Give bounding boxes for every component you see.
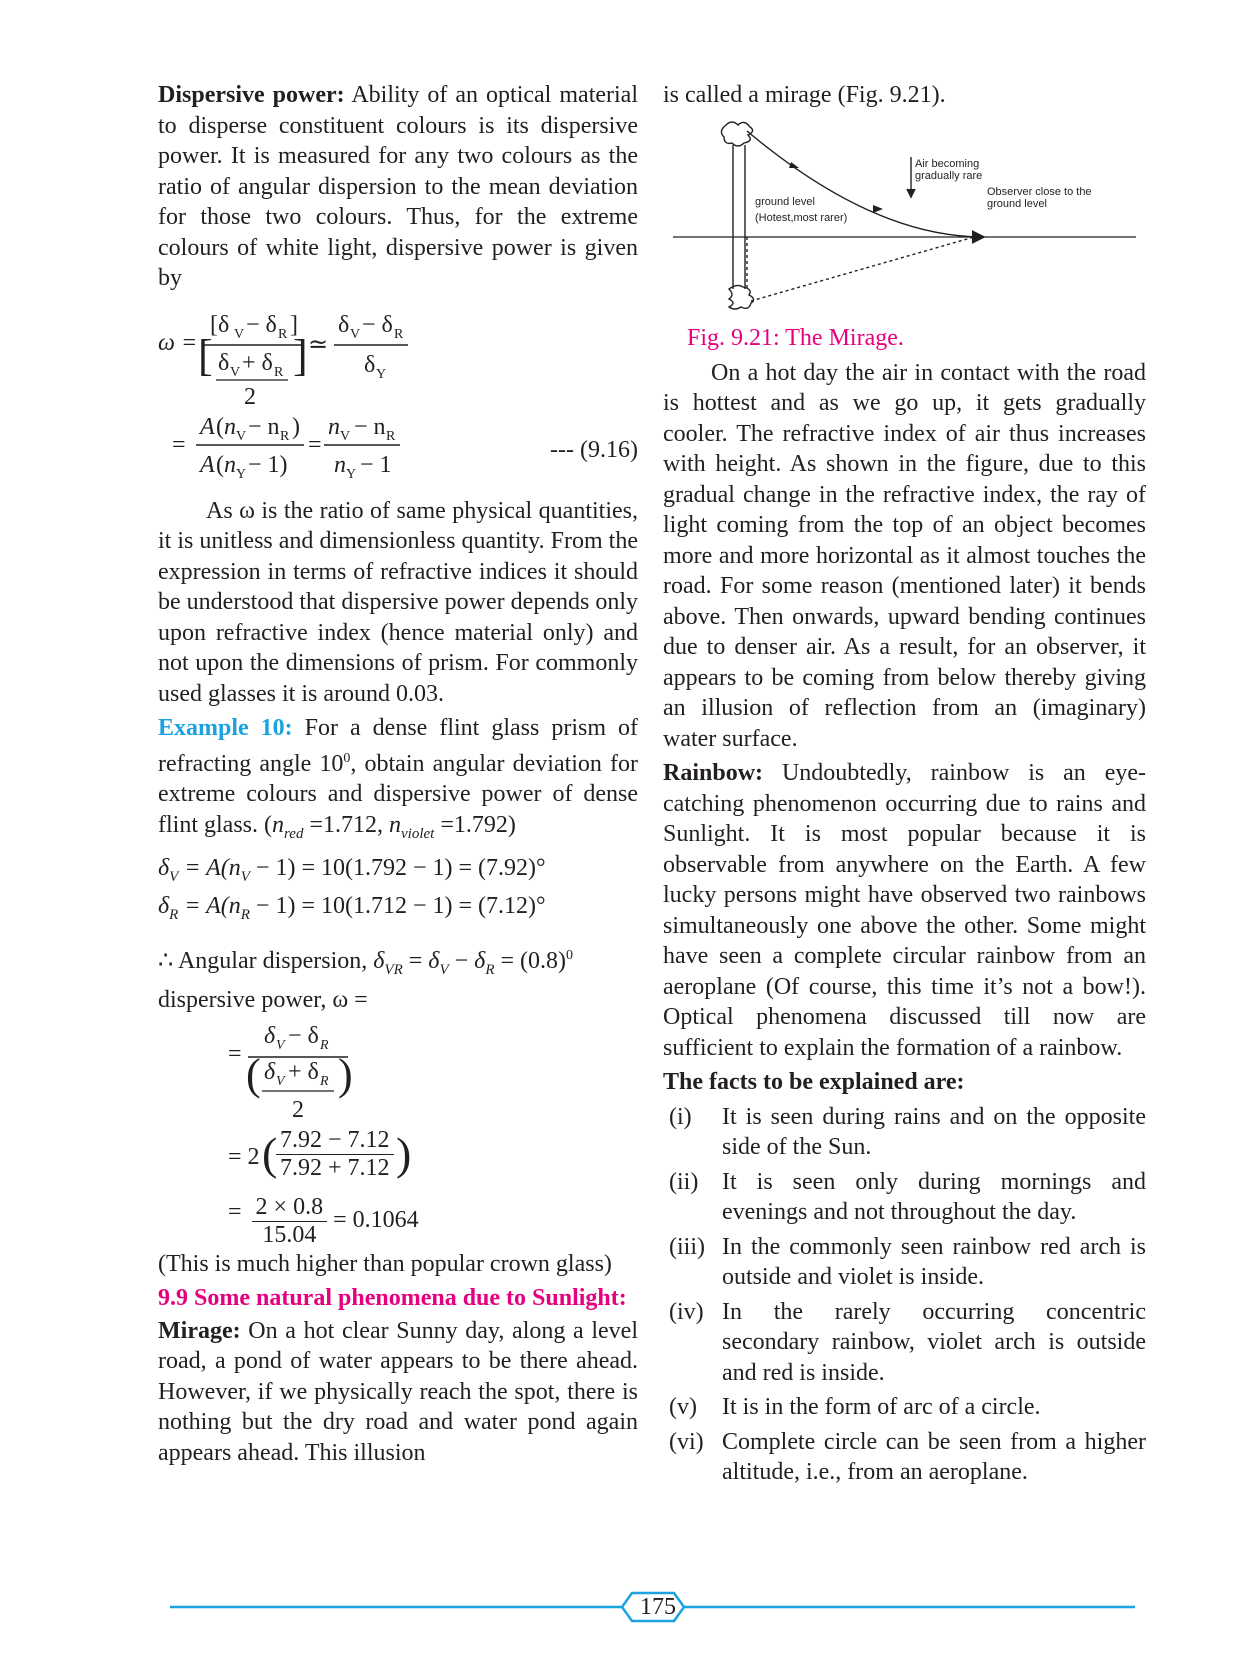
svg-text:− n: − n bbox=[248, 413, 280, 440]
svg-text:Y: Y bbox=[346, 466, 357, 482]
svg-text:− δ: − δ bbox=[246, 311, 277, 338]
svg-text:n: n bbox=[224, 413, 236, 440]
list-item-text: It is seen only during mornings and evenings and not throughout the day. bbox=[722, 1168, 1146, 1225]
fig-label-air-2: gradually rare bbox=[915, 169, 983, 182]
svg-text:− 1): − 1) bbox=[248, 451, 288, 478]
svg-text:ω =: ω = bbox=[158, 329, 198, 356]
facts-list bbox=[663, 1102, 1146, 1488]
dispersive-power-heading: Dispersive power: bbox=[158, 82, 345, 108]
svg-text:=: = bbox=[308, 431, 322, 458]
svg-text:− 1: − 1 bbox=[360, 451, 392, 478]
list-item-number: (iii) bbox=[669, 1233, 705, 1260]
dispersive-power-paragraph bbox=[158, 80, 638, 294]
list-item-number: (iv) bbox=[669, 1298, 704, 1325]
list-item-number: (vi) bbox=[669, 1428, 704, 1455]
mirage-heading: Mirage: bbox=[158, 1317, 241, 1344]
fraction-numeric-numerator: 7.92 − 7.12 bbox=[276, 1127, 394, 1155]
list-item-text: In the rarely occurring concentric secondary rainbow, violet arch is outside and red is inside. bbox=[722, 1298, 1146, 1386]
list-item bbox=[663, 1297, 1146, 1389]
dispersive-power-label: dispersive power, ω = bbox=[158, 986, 368, 1013]
list-item-number: (i) bbox=[669, 1103, 692, 1130]
svg-text:(: ( bbox=[262, 1127, 278, 1179]
svg-text:+ δ: + δ bbox=[288, 1058, 319, 1085]
example-10-text: For a dense flint glass prism of refracting angle 10 bbox=[158, 715, 638, 777]
angular-dispersion-label: ∴ Angular dispersion, bbox=[158, 947, 374, 974]
svg-text:V: V bbox=[350, 326, 361, 342]
svg-text:R: R bbox=[394, 326, 404, 342]
delta-v-calc: $\delta_V = A(n_V - 1) = 10(1.792 - 1) = (7.92)^\circ$ bbox=[158, 854, 546, 885]
fig-label-ground: ground level bbox=[755, 195, 815, 208]
svg-text:δ: δ bbox=[364, 351, 376, 378]
svg-text:R: R bbox=[274, 364, 284, 380]
final-calc: = $\frac{2 \times 0.8}{15.04}$ = 0.1064 bbox=[228, 1193, 419, 1248]
svg-text:V: V bbox=[340, 428, 351, 444]
equation-9-16 bbox=[158, 300, 638, 490]
svg-text:= 2: = 2 bbox=[228, 1143, 260, 1170]
svg-text:[δ: [δ bbox=[210, 311, 230, 338]
svg-text:): ) bbox=[338, 1049, 353, 1099]
fraction-final-numerator: 2 × 0.8 bbox=[252, 1194, 328, 1222]
example-10-text-2: , obtain angular deviation for extreme colours and dispersive power of dense flint glass. ( bbox=[158, 750, 639, 838]
mirage-figure bbox=[663, 117, 1146, 317]
example-10-heading: Example 10: bbox=[158, 715, 293, 741]
unitless-paragraph: As ω is the ratio of same physical quantities, it is unitless and dimensionless quantity. From the expression in terms of refractive indices it should be understood that dispersive power depends only upon refractive index (hence material only) and not upon the dimensions of prism. For commonly used glasses it is around 0.03. bbox=[158, 497, 638, 707]
section-title: 9.9 Some natural phenomena due to Sunlight: bbox=[158, 1285, 627, 1312]
mirage-continuation: is called a mirage (Fig. 9.21). bbox=[663, 82, 946, 108]
page-footer bbox=[170, 1590, 1135, 1624]
fig-label-observer: Observer close to the bbox=[987, 185, 1092, 198]
svg-text:δ: δ bbox=[264, 1022, 276, 1049]
list-item bbox=[663, 1167, 1146, 1228]
list-item bbox=[663, 1427, 1146, 1488]
fraction-final bbox=[252, 1194, 328, 1249]
svg-text:δ: δ bbox=[264, 1058, 276, 1085]
svg-text:n: n bbox=[334, 451, 346, 478]
svg-text:− n: − n bbox=[354, 413, 386, 440]
svg-text:n: n bbox=[328, 413, 340, 440]
svg-text:R: R bbox=[320, 1073, 329, 1089]
svg-text:): ) bbox=[292, 413, 300, 440]
hot-day-paragraph: On a hot day the air in contact with the road is hottest and as we go up, it gets gradually cooler. The refractive index of air thus increases with height. As shown in the figure, due to this gradual change in the refractive index, the ray of light coming from the top of an object becomes more and more horizontal as it almost touches the road. For some reason (mentioned later) it bends above. Then onwards, upward bending continues due to denser air. As a result, for an observer, it appears to be coming from below thereby giving an illusion of reflection from an (imaginary) water surface. bbox=[663, 359, 1146, 752]
list-item-text: Complete circle can be seen from a higher altitude, i.e., from an aeroplane. bbox=[722, 1428, 1146, 1485]
calc-r-rest: − 1) = 10(1.712 − 1) = (7.12)° bbox=[249, 892, 546, 919]
svg-text:V: V bbox=[276, 1037, 285, 1053]
svg-text:R: R bbox=[386, 428, 396, 444]
svg-text:≃: ≃ bbox=[308, 331, 329, 358]
svg-text:R: R bbox=[278, 326, 288, 342]
svg-text:V: V bbox=[236, 428, 247, 444]
example-10-paragraph: Example 10: For a dense flint glass prism of refracting angle $10^0$, obtain angular deviation for extreme colours and dispersive power of dense flint glass. ($n_{red} =1.712$, $n_{violet} =1.792$) bbox=[158, 715, 639, 842]
svg-text:R: R bbox=[320, 1037, 329, 1053]
calc-r-prefix: = A(n bbox=[184, 892, 241, 919]
svg-text:(: ( bbox=[216, 451, 224, 478]
fig-label-observer-2: ground level bbox=[987, 197, 1047, 210]
svg-text:δ: δ bbox=[218, 349, 230, 376]
rainbow-heading: Rainbow: bbox=[663, 760, 764, 786]
list-item bbox=[663, 1392, 1146, 1423]
svg-text:A: A bbox=[200, 413, 215, 440]
list-item-number: (ii) bbox=[669, 1168, 699, 1195]
equation-number: --- (9.16) bbox=[550, 436, 638, 463]
final-result: = 0.1064 bbox=[333, 1206, 419, 1233]
fraction-numeric-denominator: 7.92 + 7.12 bbox=[280, 1154, 390, 1181]
svg-text:]: ] bbox=[290, 311, 298, 338]
fraction-final-denominator: 15.04 bbox=[262, 1221, 317, 1248]
svg-text:+ δ: + δ bbox=[242, 349, 273, 376]
svg-text:Y: Y bbox=[376, 366, 387, 382]
figure-caption: Fig. 9.21: The Mirage. bbox=[687, 324, 904, 351]
rainbow-text: Undoubtedly, rainbow is an eye-catching phenomenon occurring due to rains and Sunlight. It is most popular because it is observable from anywhere on the Earth. A few lucky persons might have observed two rainbows simultaneously one above the other. Some might have seen a complete circular rainbow from an aeroplane (Of course, this time it’s not a bow!). Optical phenomena discussed till now are sufficient to explain the formation of a rainbow. bbox=[663, 760, 1146, 1061]
svg-text:2: 2 bbox=[292, 1096, 304, 1123]
svg-text:δ: δ bbox=[338, 311, 350, 338]
example-nred: =1.712, bbox=[309, 811, 389, 838]
svg-text:2: 2 bbox=[244, 383, 256, 410]
svg-text:V: V bbox=[234, 326, 245, 342]
list-item-text: It is seen during rains and on the opposite side of the Sun. bbox=[722, 1103, 1146, 1160]
svg-text:− δ: − δ bbox=[288, 1022, 319, 1049]
angular-dispersion-value: (0.8) bbox=[520, 947, 567, 974]
mirage-text: On a hot clear Sunny day, along a level road, a pond of water appears to be there ahead. However, if we physically reach the spot, there is nothing but the dry road and water pond again appears ahead. This illusion bbox=[158, 1317, 638, 1466]
svg-text:]: ] bbox=[293, 330, 308, 380]
fig-label-air: Air becoming bbox=[915, 157, 980, 170]
page-number: 175 bbox=[640, 1594, 676, 1620]
svg-text:(: ( bbox=[216, 413, 224, 440]
rainbow-paragraph bbox=[663, 758, 1146, 1063]
svg-text:n: n bbox=[224, 451, 236, 478]
list-item-text: In the commonly seen rainbow red arch is outside and violet is inside. bbox=[722, 1233, 1146, 1290]
angular-dispersion: ∴ Angular dispersion, $\delta_{VR} = \delta_V - \delta_R = (0.8)^0$ bbox=[158, 947, 574, 978]
list-item-text: It is in the form of arc of a circle. bbox=[722, 1394, 1041, 1420]
svg-text:=: = bbox=[228, 1040, 242, 1067]
list-item bbox=[663, 1102, 1146, 1163]
facts-heading: The facts to be explained are: bbox=[663, 1069, 965, 1095]
list-item-number: (v) bbox=[669, 1394, 697, 1420]
svg-text:=: = bbox=[172, 431, 186, 458]
fraction-numeric bbox=[276, 1127, 394, 1182]
svg-text:R: R bbox=[280, 428, 290, 444]
svg-text:(: ( bbox=[246, 1049, 261, 1099]
svg-text:): ) bbox=[396, 1127, 412, 1179]
right-column bbox=[663, 80, 1146, 1492]
left-column bbox=[158, 80, 638, 1468]
svg-text:− δ: − δ bbox=[362, 311, 393, 338]
calc-v-rest: − 1) = 10(1.792 − 1) = (7.92)° bbox=[249, 854, 546, 881]
svg-text:V: V bbox=[276, 1073, 285, 1089]
calc-v-prefix: = A(n bbox=[184, 854, 241, 881]
crown-glass-note: (This is much higher than popular crown glass) bbox=[158, 1250, 612, 1277]
svg-text:A: A bbox=[200, 451, 215, 478]
dispersive-power-text: Ability of an optical material to disperse constituent colours is its dispersive power. It is measured for any two colours as the ratio of angular dispersion to the mean deviation for those two colours. Thus, for the extreme colours of white light, dispersive power is given by bbox=[158, 82, 638, 291]
example-nviolet: =1.792) bbox=[440, 811, 516, 838]
delta-r-calc: $\delta_R = A(n_R - 1) = 10(1.712 - 1) = (7.12)^\circ$ bbox=[158, 892, 546, 923]
svg-text:V: V bbox=[230, 364, 241, 380]
list-item bbox=[663, 1232, 1146, 1293]
svg-text:Y: Y bbox=[236, 466, 247, 482]
svg-text:[: [ bbox=[198, 330, 213, 380]
mirage-paragraph bbox=[158, 1316, 638, 1469]
dispersive-power-calculation bbox=[228, 1019, 638, 1249]
fig-label-hotest: (Hotest,most rarer) bbox=[755, 211, 848, 224]
